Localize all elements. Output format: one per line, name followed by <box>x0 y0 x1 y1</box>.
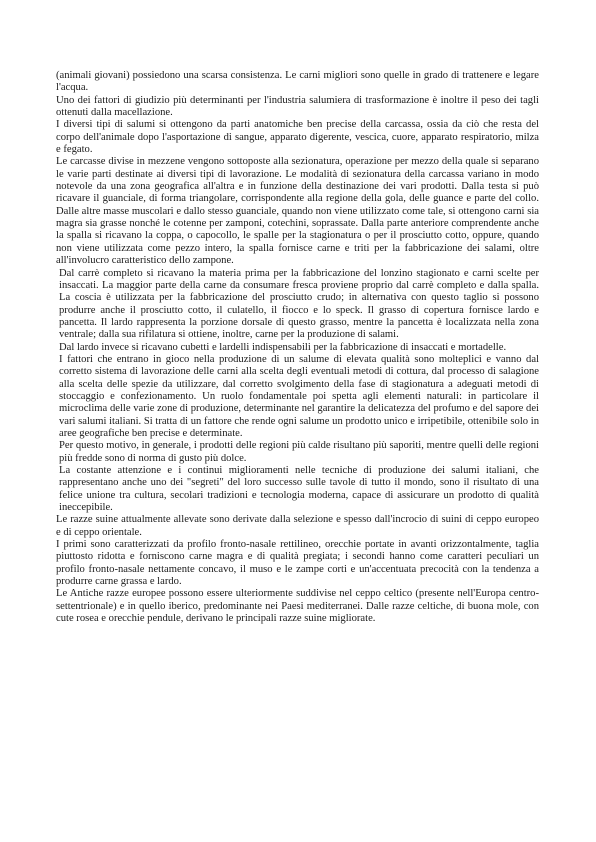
paragraph-breeds: Le razze suine attualmente allevate sono derivate dalla selezione e spesso dall'incrocio di suini di ceppo europeo e di ceppo orientale. <box>56 514 539 538</box>
paragraph-carcass-parts: I diversi tipi di salumi si ottengono da parti anatomiche ben precise della carcassa, ossia da ciò che resta del corpo dell'animale dopo l'asportazione di sangue, apparato digerente, vescica, cuore, apparato respiratorio, milza e fegato. <box>56 119 539 156</box>
paragraph-carre: Dal carrè completo si ricavano la materia prima per la fabbricazione del lonzino stagionato e carni scelte per insaccati. La maggior parte della carne da consumare fresca proviene proprio dal carrè completo e dalla spalla. La coscia è utilizzata per la fabbricazione del prosciutto crudo; in alternativa con questo taglio si possono produrre anche il prosciutto cotto, il culatello, il fiocco e lo speck. Il grasso di copertura fornisce lardo e pancetta. Il lardo rappresenta la porzione dorsale di questo grasso, mentre la pancetta è localizzata nella zona ventrale; dalla sua rifilatura si ottiene, inoltre, carne per la produzione di salami. <box>59 267 539 341</box>
paragraph-european-asian-traits: I primi sono caratterizzati da profilo fronto-nasale rettilineo, orecchie portate in avanti orizzontalmente, taglia piuttosto ridotta e forniscono carne magra e di qualità pregiata; i secondi hanno come caratteri peculiari un profilo fronto-nasale nettamente concavo, il muso e le zampe corti e un'accentuata precocità con la tendenza a produrre carne grassa e lardo. <box>56 539 539 588</box>
paragraph-production-improvements: La costante attenzione e i continui miglioramenti nelle tecniche di produzione dei salumi italiani, che rappresentano anche uno dei "segreti" del loro successo sulle tavole di tutto il mondo, sono il risultato di una felice unione tra cultura, secolari tradizioni e tecnologia moderna, capace di assicurare un prodotto di qualità ineccepibile. <box>59 465 539 514</box>
paragraph-meat-consistency: (animali giovani) possiedono una scarsa consistenza. Le carni migliori sono quelle in grado di trattenere e legare l'acqua. <box>56 70 539 94</box>
paragraph-lardo: Dal lardo invece si ricavano cubetti e lardelli indispensabili per la fabbricazione di insaccati e mortadelle. <box>59 341 507 353</box>
paragraph-quality-factors: I fattori che entrano in gioco nella produzione di un salume di elevata qualità sono molteplici e vanno dal corretto sistema di lavorazione delle carni alla scelta degli eventuali metodi di cottura, dal processo di salagione alla scelta delle spezie da utilizzare, dal corretto svolgimento della fase di stagionatura a adeguati metodi di stoccaggio e confezionamento. Un ruolo fondamentale poi spetta agli elementi naturali: in particolare il microclima delle varie zone di produzione, determinante nel garantire la delicatezza del profumo e del sapore dei vari salumi italiani. Si tratta di un fattore che rende ogni salume un prodotto unico e irripetibile, ottenibile solo in aree geografiche ben precise e determinate. <box>59 353 539 439</box>
paragraph-ancient-breeds: Le Antiche razze europee possono essere ulteriormente suddivise nel ceppo celtico (presente nell'Europa centro-settentrionale) e in quello iberico, predominante nei Paesi mediterranei. Dalle razze celtiche, di buona mole, con cute rosea e orecchie pendule, derivano le principali razze suine migliorate. <box>56 588 539 625</box>
paragraph-regions: Per questo motivo, in generale, i prodotti delle regioni più calde risultano più saporiti, mentre quelli delle regioni più fredde sono di norma di gusto più dolce. <box>59 440 539 464</box>
document-page <box>56 70 539 625</box>
paragraph-cut-weight: Uno dei fattori di giudizio più determinanti per l'industria salumiera di trasformazione è inoltre il peso dei tagli ottenuti dalla macellazione. <box>56 94 539 119</box>
paragraph-sectioning: Le carcasse divise in mezzene vengono sottoposte alla sezionatura, operazione per mezzo della quale si separano le varie parti destinate ai diversi tipi di lavorazione. Le modalità di sezionatura della carcassa variano in modo notevole da una zona geografica all'altra e in funzione della destinazione dei vari prodotti. Dalla testa si può ricavare il guanciale, di forma triangolare, corrispondente alla regione della gola, delle guance e parte del collo. Dalle altre masse muscolari e dallo stesso guanciale, quando non viene utilizzato come tale, si ottengono carni sia magra sia grasse nonché le cotenne per zamponi, cotechini, soprassate. Dalla parte anteriore comprendente anche la spalla si ricavano la coppa, o capocollo, le spalle per la stagionatura o per il prosciutto cotto, oppure, quando non viene utilizzata come pezzo intero, la spalla fornisce carne e triti per la fabbricazione dei salami, oltre all'involucro caratteristico dello zampone. <box>56 156 539 267</box>
